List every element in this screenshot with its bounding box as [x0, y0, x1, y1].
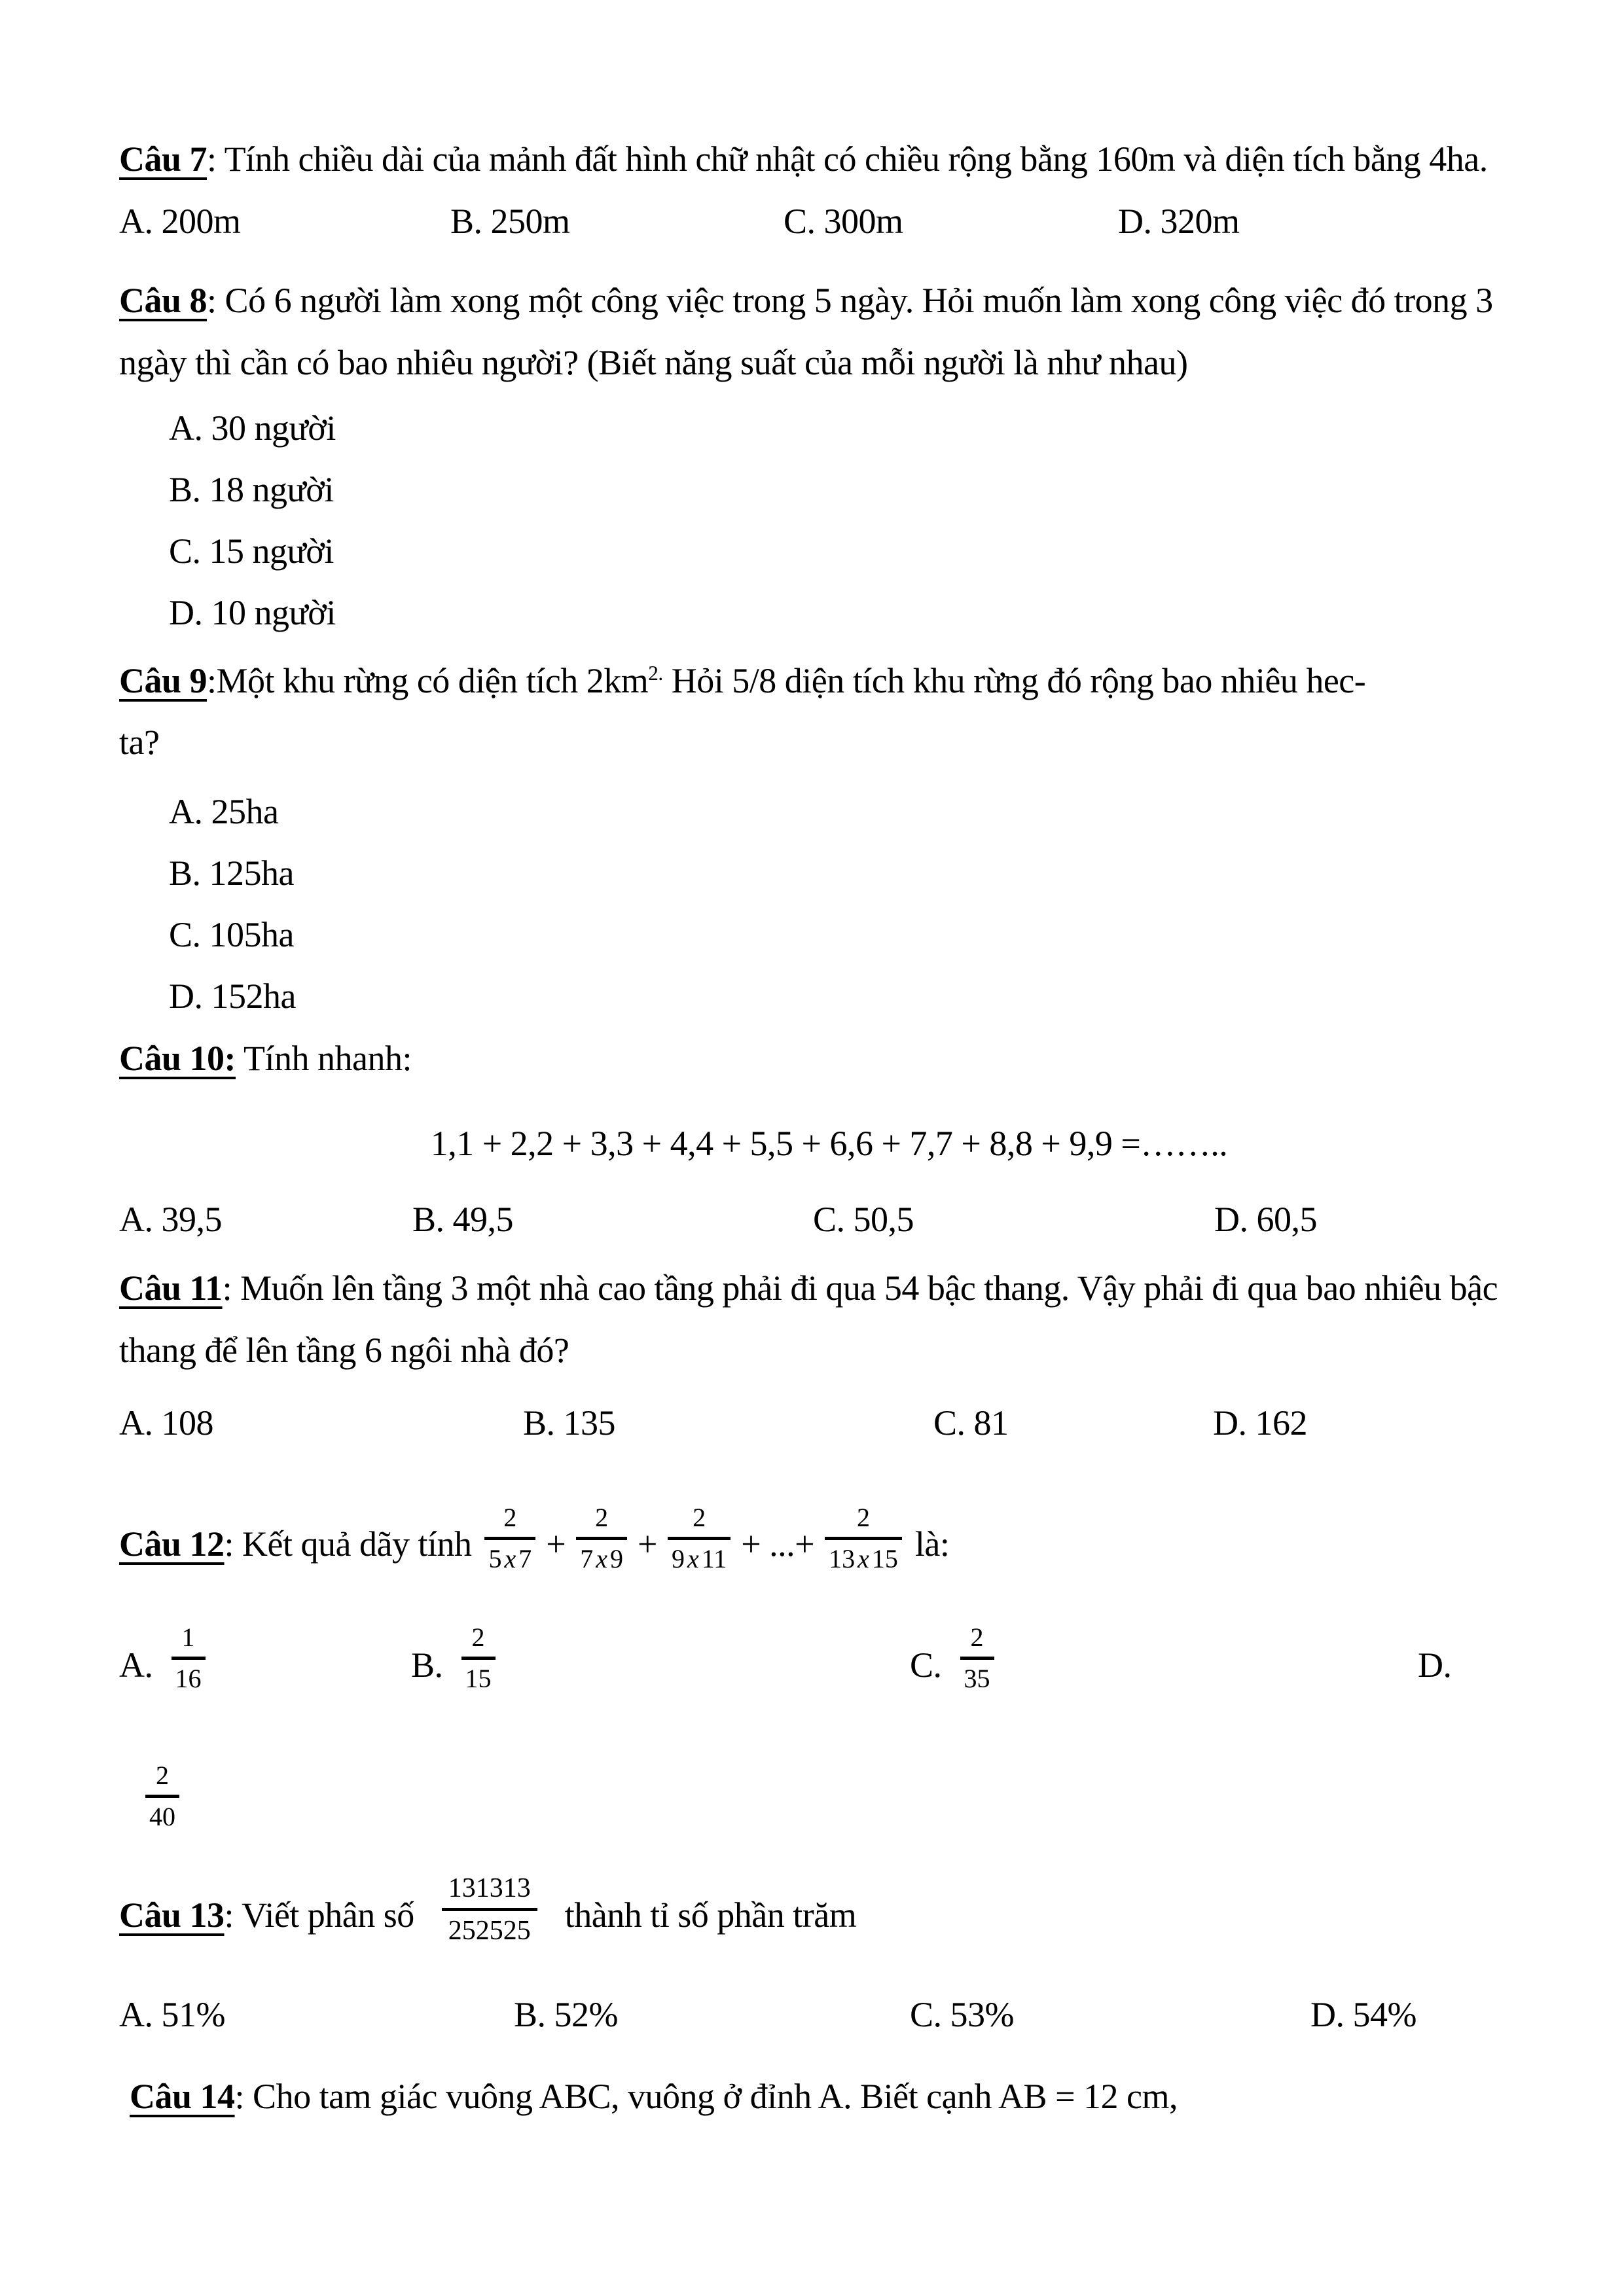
question-7-option-a: A. 200m	[119, 201, 241, 241]
question-12-suffix: là:	[914, 1524, 950, 1564]
question-7-option-d: D. 320m	[1118, 201, 1240, 241]
question-12-option-d	[1418, 1628, 1539, 1696]
option-a-letter: A.	[119, 1645, 153, 1685]
question-8-separator: :	[207, 281, 225, 320]
fraction-2-over-15: $\frac{2}{15}$	[461, 1624, 496, 1693]
ellipsis-plus: + ...+	[741, 1524, 815, 1564]
question-7-option-b: B. 250m	[450, 201, 570, 241]
question-12-separator: :	[224, 1524, 243, 1564]
question-13-intro: Viết phân số	[242, 1895, 414, 1935]
question-7-option-c: C. 300m	[784, 201, 903, 241]
question-11-separator: :	[222, 1268, 241, 1308]
question-8-label: Câu 8	[119, 281, 208, 320]
question-11-option-c: C. 81	[933, 1403, 1009, 1443]
question-13-options-row	[119, 1984, 1539, 2046]
question-13-option-c: C. 53%	[910, 1994, 1014, 2034]
fraction-2-over-7x9: $\frac{2}{7 x 9}$	[576, 1504, 627, 1573]
question-9-superscript: 2.	[648, 661, 663, 685]
question-13-option-d: D. 54%	[1310, 1994, 1416, 2034]
question-10-label: Câu 10:	[119, 1038, 236, 1078]
question-10-heading	[119, 1028, 1539, 1090]
question-9-option-c: C. 105ha	[169, 914, 294, 954]
option-d-letter: D.	[1418, 1645, 1452, 1685]
question-11-option-a: A. 108	[119, 1403, 213, 1443]
question-13-option-b: B. 52%	[514, 1994, 618, 2034]
question-12-options-row	[119, 1622, 1539, 1696]
question-10-intro: Tính nhanh:	[236, 1038, 412, 1078]
question-7-separator: :	[207, 139, 225, 179]
question-10-option-b: B. 49,5	[412, 1199, 514, 1239]
fraction-2-over-35: $\frac{2}{35}$	[960, 1624, 994, 1693]
question-14-text: Cho tam giác vuông ABC, vuông ở đỉnh A. Biết cạnh AB = 12 cm,	[253, 2077, 1178, 2117]
question-8-options-list	[119, 398, 1539, 644]
question-13-separator: :	[224, 1895, 242, 1935]
question-13-label: Câu 13	[119, 1895, 225, 1935]
question-8-paragraph	[119, 270, 1539, 393]
question-11-paragraph	[119, 1257, 1539, 1381]
question-12-label: Câu 12	[119, 1524, 225, 1564]
question-10-options-row	[119, 1189, 1539, 1251]
question-8-option-a: A. 30 người	[169, 408, 336, 448]
question-10-option-d: D. 60,5	[1214, 1199, 1317, 1239]
question-9-paragraph	[119, 650, 1539, 774]
question-14-label: Câu 14	[130, 2077, 235, 2117]
question-9-separator: :	[207, 660, 217, 700]
question-13-paragraph	[119, 1873, 1539, 1954]
question-10-option-c: C. 50,5	[813, 1199, 914, 1239]
fraction-2-over-13x15: $\frac{2}{13 x 15}$	[825, 1504, 902, 1573]
question-8-option-d: D. 10 người	[169, 592, 336, 632]
question-7-paragraph	[119, 128, 1539, 190]
question-12-option-c	[910, 1622, 1418, 1696]
question-9-text-before-sup: Một khu rừng có diện tích 2km	[216, 660, 649, 700]
question-11-options-row	[119, 1392, 1539, 1454]
fraction-2-over-9x11: $\frac{2}{9 x 11}$	[668, 1504, 731, 1573]
question-12-intro: Kết quả dãy tính	[242, 1524, 472, 1564]
question-11-option-b: B. 135	[523, 1403, 616, 1443]
question-13-option-a: A. 51%	[119, 1994, 225, 2034]
question-14-paragraph	[119, 2066, 1539, 2128]
question-7-label: Câu 7	[119, 139, 208, 179]
option-c-letter: C.	[910, 1645, 942, 1685]
question-11-label: Câu 11	[119, 1268, 223, 1308]
question-9-label: Câu 9	[119, 660, 208, 700]
question-12-option-a	[119, 1622, 411, 1696]
plus-sign: +	[637, 1524, 657, 1564]
question-9-option-d: D. 152ha	[169, 976, 296, 1016]
question-8-text: Có 6 người làm xong một công việc trong 5 ngày. Hỏi muốn làm xong công việc đó trong 3 ngày thì cần có bao nhiêu người? (Biết năng suất của mỗi người là như nhau)	[119, 281, 1493, 382]
question-12-paragraph	[119, 1502, 1539, 1582]
question-13-suffix: thành tỉ số phần trăm	[564, 1895, 857, 1935]
question-10-option-a: A. 39,5	[119, 1199, 222, 1239]
question-14-separator: :	[234, 2077, 253, 2117]
question-7-text: Tính chiều dài của mảnh đất hình chữ nhật có chiều rộng bằng 160m và diện tích bằng 4ha.	[224, 139, 1488, 179]
question-12-option-d-fraction-line	[145, 1762, 1539, 1831]
fraction-131313-over-252525: $\frac{131313}{252525}$	[442, 1874, 537, 1945]
question-9-option-a: A. 25ha	[169, 791, 279, 831]
plus-sign: +	[546, 1524, 566, 1564]
fraction-2-over-40: $\frac{2}{40}$	[145, 1762, 179, 1831]
question-9-text-line1: Hỏi 5/8 diện tích khu rừng đó rộng bao nhiêu hec-	[662, 660, 1366, 700]
question-11-option-d: D. 162	[1213, 1403, 1307, 1443]
question-11-text: Muốn lên tầng 3 một nhà cao tầng phải đi qua 54 bậc thang. Vậy phải đi qua bao nhiêu bậc thang để lên tầng 6 ngôi nhà đó?	[119, 1268, 1498, 1370]
question-10-equation: 1,1 + 2,2 + 3,3 + 4,4 + 5,5 + 6,6 + 7,7 + 8,8 + 9,9 =……..	[430, 1124, 1228, 1164]
question-7-options-row	[119, 190, 1539, 253]
fraction-1-over-16: $\frac{1}{16}$	[171, 1624, 206, 1693]
question-8-option-b: B. 18 người	[169, 469, 334, 509]
question-12-option-b	[411, 1622, 910, 1696]
option-b-letter: B.	[411, 1645, 443, 1685]
fraction-2-over-5x7: $\frac{2}{5 x 7}$	[484, 1504, 535, 1573]
question-8-option-c: C. 15 người	[169, 531, 334, 571]
question-9-option-b: B. 125ha	[169, 853, 294, 893]
question-9-text-line2: ta?	[119, 723, 160, 762]
question-9-options-list	[119, 781, 1539, 1028]
